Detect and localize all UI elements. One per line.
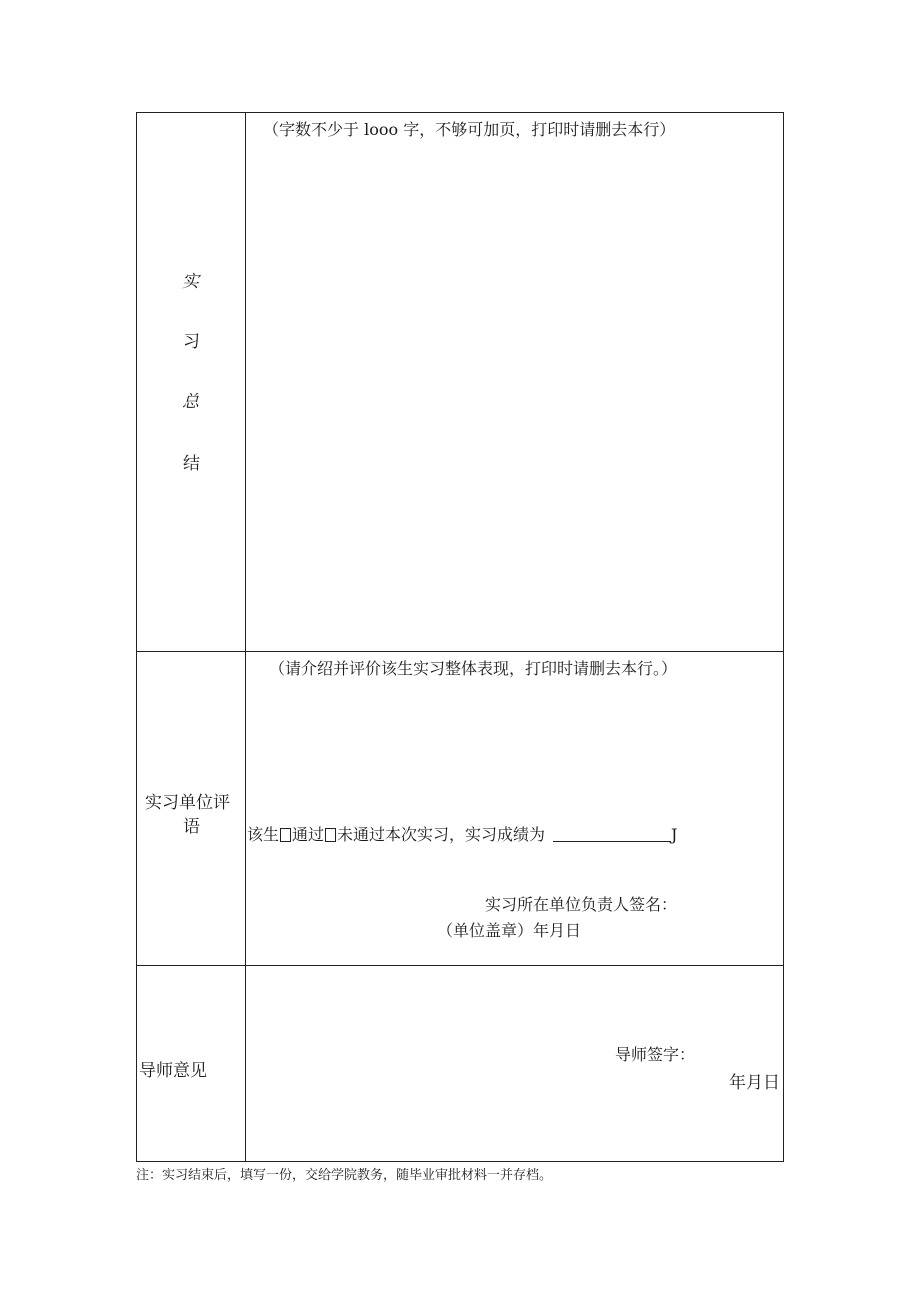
internship-form-table [136,112,784,1162]
footnote: 注：实习结束后，填写一份，交给学院教务，随毕业审批材料一并存档。 [136,1168,553,1183]
summary-hint: （字数不少于 looo 字，不够可加页，打印时请删去本行） [263,120,676,139]
advisor-label: 导师意见 [139,1061,207,1081]
advisor-opinion-area[interactable] [247,968,781,1038]
unit-signature-label: 实习所在单位负责人签名： [485,895,678,914]
unit-stamp-date: （单位盖章）年月日 [437,921,582,940]
column-divider [245,966,246,1161]
advisor-date: 年月日 [729,1073,780,1093]
advisor-row [137,965,783,1161]
advisor-signature-label: 导师签字： [615,1045,696,1064]
pass-option-label: 通过 [292,825,325,844]
summary-label-char-4: 结 [183,454,200,474]
pass-checkbox[interactable] [280,828,291,842]
summary-text-area[interactable] [247,141,781,649]
unit-review-row [137,651,783,965]
summary-label-char-2: 习 [183,332,200,352]
grade-field[interactable] [553,827,671,842]
column-divider [245,652,246,965]
result-prefix: 该生 [247,825,280,844]
fail-checkbox[interactable] [325,828,336,842]
summary-label-char-3: 总 [182,392,199,412]
result-line [247,822,677,845]
unit-review-label-line2: 语 [183,817,200,837]
fail-option-label: 未通过本次实习，实习成绩为 [337,825,546,844]
summary-row [137,113,783,651]
result-suffix: J [671,825,678,844]
unit-review-hint: （请介绍并评价该生实习整体表现，打印时请删去本行。） [269,659,678,678]
column-divider [245,113,246,651]
unit-review-label-line1: 实习单位评 [145,793,230,813]
summary-label-char-1: 实 [182,272,199,292]
